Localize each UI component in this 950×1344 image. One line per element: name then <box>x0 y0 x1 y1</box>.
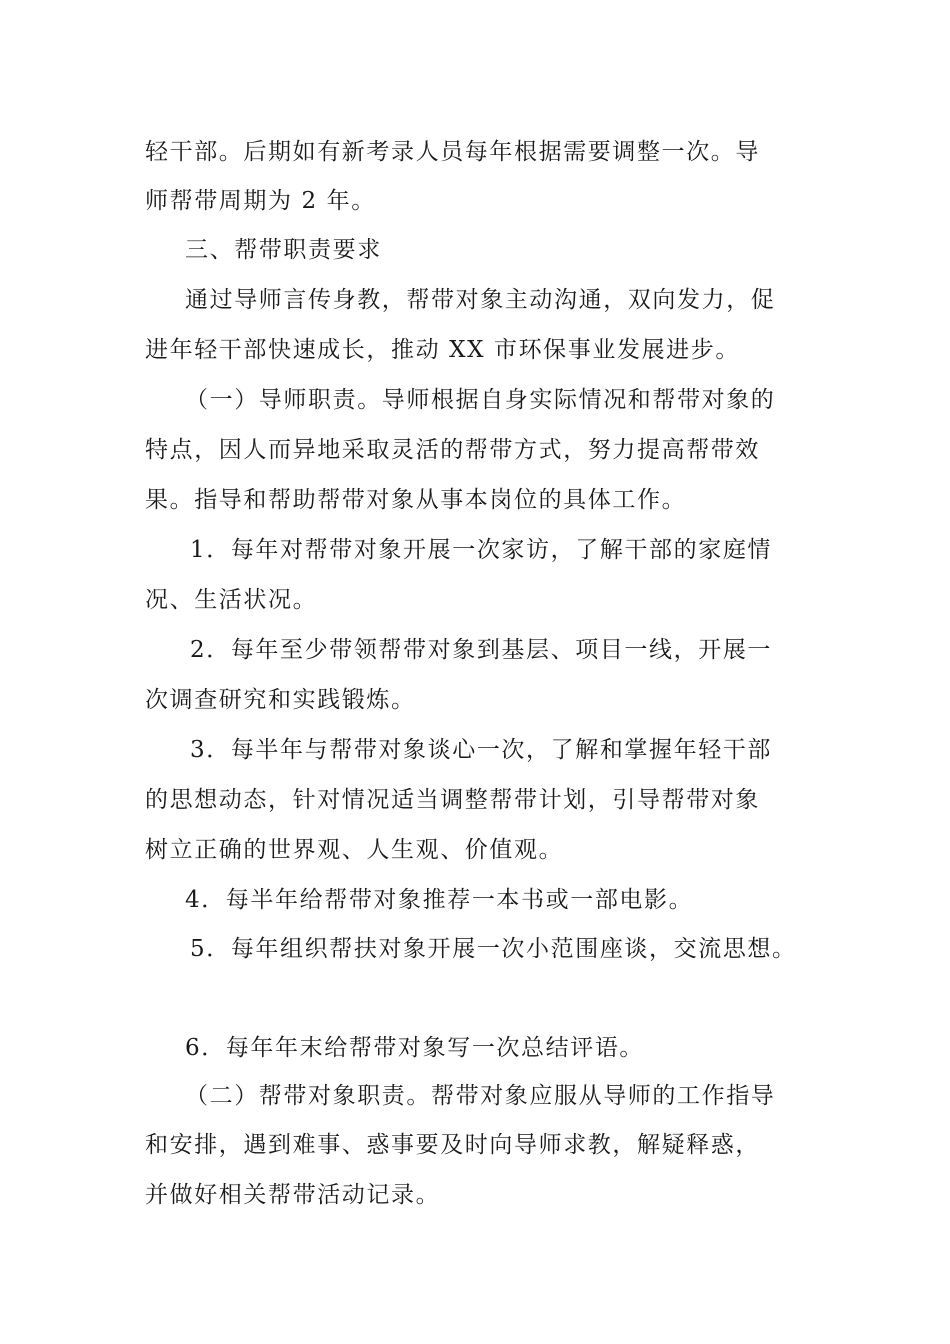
text-line: 轻干部。后期如有新考录人员每年根据需要调整一次。导 <box>145 139 760 165</box>
subsection-heading: （二）帮带对象职责。帮带对象应服从导师的工作指导 <box>185 1083 776 1109</box>
text-line: 并做好相关帮带活动记录。 <box>145 1182 441 1208</box>
list-item: 4．每半年给帮带对象推荐一本书或一部电影。 <box>185 887 694 913</box>
paragraph-start: 通过导师言传身教，帮带对象主动沟通，双向发力，促 <box>185 287 776 313</box>
text-line: 特点，因人而异地采取灵活的帮带方式，努力提高帮带效 <box>145 437 760 463</box>
text-line: 师帮带周期为 2 年。 <box>145 188 376 214</box>
section-heading: 三、帮带职责要求 <box>185 237 382 263</box>
text-line: 树立正确的世界观、人生观、价值观。 <box>145 837 564 863</box>
list-item: 6．每年年末给帮带对象写一次总结评语。 <box>185 1035 645 1061</box>
list-item: 3．每半年与帮带对象谈心一次，了解和掌握年轻干部 <box>190 737 773 763</box>
text-line: 的思想动态，针对情况适当调整帮带计划，引导帮带对象 <box>145 787 760 813</box>
text-line: 和安排，遇到难事、惑事要及时向导师求教，解疑释惑， <box>145 1132 760 1158</box>
list-item: 2．每年至少带领帮带对象到基层、项目一线，开展一 <box>190 637 773 663</box>
text-line: 进年轻干部快速成长，推动 XX 市环保事业发展进步。 <box>145 337 740 363</box>
list-item: 5．每年组织帮扶对象开展一次小范围座谈，交流思想。 <box>190 936 797 962</box>
subsection-heading: （一）导师职责。导师根据自身实际情况和帮带对象的 <box>185 387 776 413</box>
text-line: 况、生活状况。 <box>145 587 318 613</box>
text-line: 果。指导和帮助帮带对象从事本岗位的具体工作。 <box>145 487 687 513</box>
list-item: 1．每年对帮带对象开展一次家访，了解干部的家庭情 <box>190 537 773 563</box>
text-line: 次调查研究和实践锻炼。 <box>145 687 416 713</box>
